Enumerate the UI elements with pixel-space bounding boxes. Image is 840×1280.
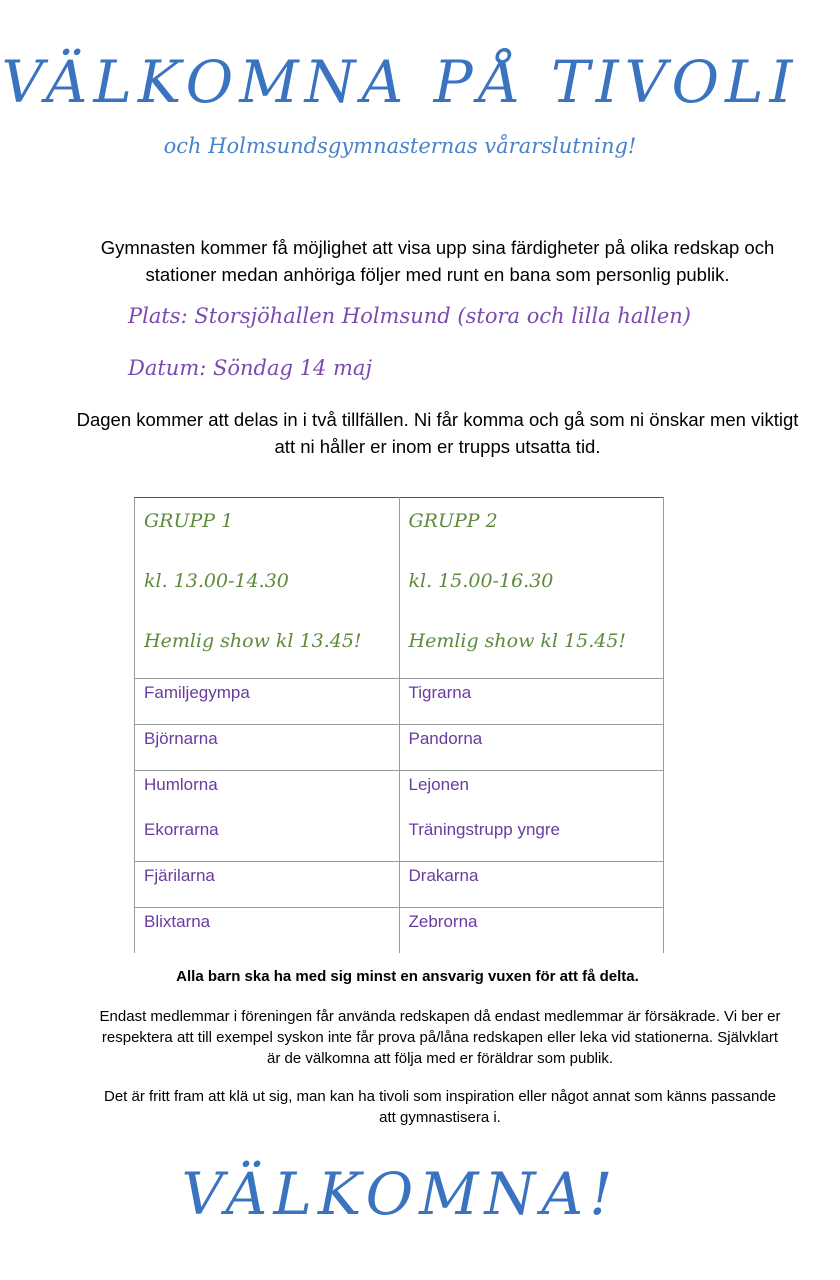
team-name: Fjärilarna — [144, 866, 215, 885]
table-cell — [135, 771, 400, 862]
adult-requirement-note: Alla barn ska ha med sig minst en ansvarig vuxen för att få delta. — [176, 968, 639, 985]
team-name: Tigrarna — [408, 683, 472, 702]
group1-name: GRUPP 1 — [144, 510, 234, 532]
members-note: Endast medlemmar i föreningen får använda redskapen då endast medlemmar är försäkrade. Vi ber er respektera att till exempel syskon inte får prova på/låna redskapen eller leka vid stationerna. Självklart är de välkomna att följa med er föräldrar som publik. — [99, 1008, 781, 1067]
costume-note: Det är fritt fram att klä ut sig, man kan ha tivoli som inspiration eller något annat som känns passande att gymnastisera i. — [104, 1088, 776, 1126]
group2-name: GRUPP 2 — [408, 510, 498, 532]
table-cell — [399, 679, 664, 725]
table-cell — [399, 862, 664, 908]
team-name: Humlorna — [144, 775, 218, 794]
split-paragraph: Dagen kommer att delas in i två tillfällen. Ni får komma och gå som ni önskar men viktigt att ni håller er inom er trupps utsatta tid. — [76, 409, 799, 457]
team-name: Ekorrarna — [144, 820, 219, 839]
group2-header-cell — [399, 498, 664, 679]
page-title: VÄLKOMNA PÅ TIVOLI — [1, 48, 799, 116]
group1-header-cell — [135, 498, 400, 679]
table-cell — [399, 908, 664, 954]
table-cell — [135, 862, 400, 908]
table-cell — [399, 725, 664, 771]
team-name: Pandorna — [408, 729, 483, 748]
group2-time: kl. 15.00-16.30 — [408, 570, 554, 592]
group1-show: Hemlig show kl 13.45! — [144, 630, 362, 652]
page-subtitle: och Holmsundsgymnasternas vårarslutning! — [163, 134, 637, 158]
place-line: Plats: Storsjöhallen Holmsund (stora och lilla hallen) — [128, 304, 691, 328]
team-name: Björnarna — [144, 729, 218, 748]
table-cell — [135, 679, 400, 725]
team-name: Blixtarna — [144, 912, 211, 931]
team-name: Träningstrupp yngre — [408, 820, 561, 839]
intro-paragraph: Gymnasten kommer få möjlighet att visa upp sina färdigheter på olika redskap och stationer medan anhöriga följer med runt en bana som personlig publik. — [100, 237, 775, 285]
team-name: Lejonen — [408, 775, 470, 794]
team-name: Drakarna — [408, 866, 479, 885]
date-line: Datum: Söndag 14 maj — [128, 356, 372, 380]
team-name: Familjegympa — [144, 683, 250, 702]
table-cell — [135, 908, 400, 954]
group1-time: kl. 13.00-14.30 — [144, 570, 289, 592]
welcome-footer: VÄLKOMNA! — [181, 1160, 619, 1228]
table-cell — [399, 771, 664, 862]
group2-show: Hemlig show kl 15.45! — [408, 630, 627, 652]
table-cell — [135, 725, 400, 771]
team-name: Zebrorna — [408, 912, 478, 931]
schedule-table — [134, 497, 664, 953]
